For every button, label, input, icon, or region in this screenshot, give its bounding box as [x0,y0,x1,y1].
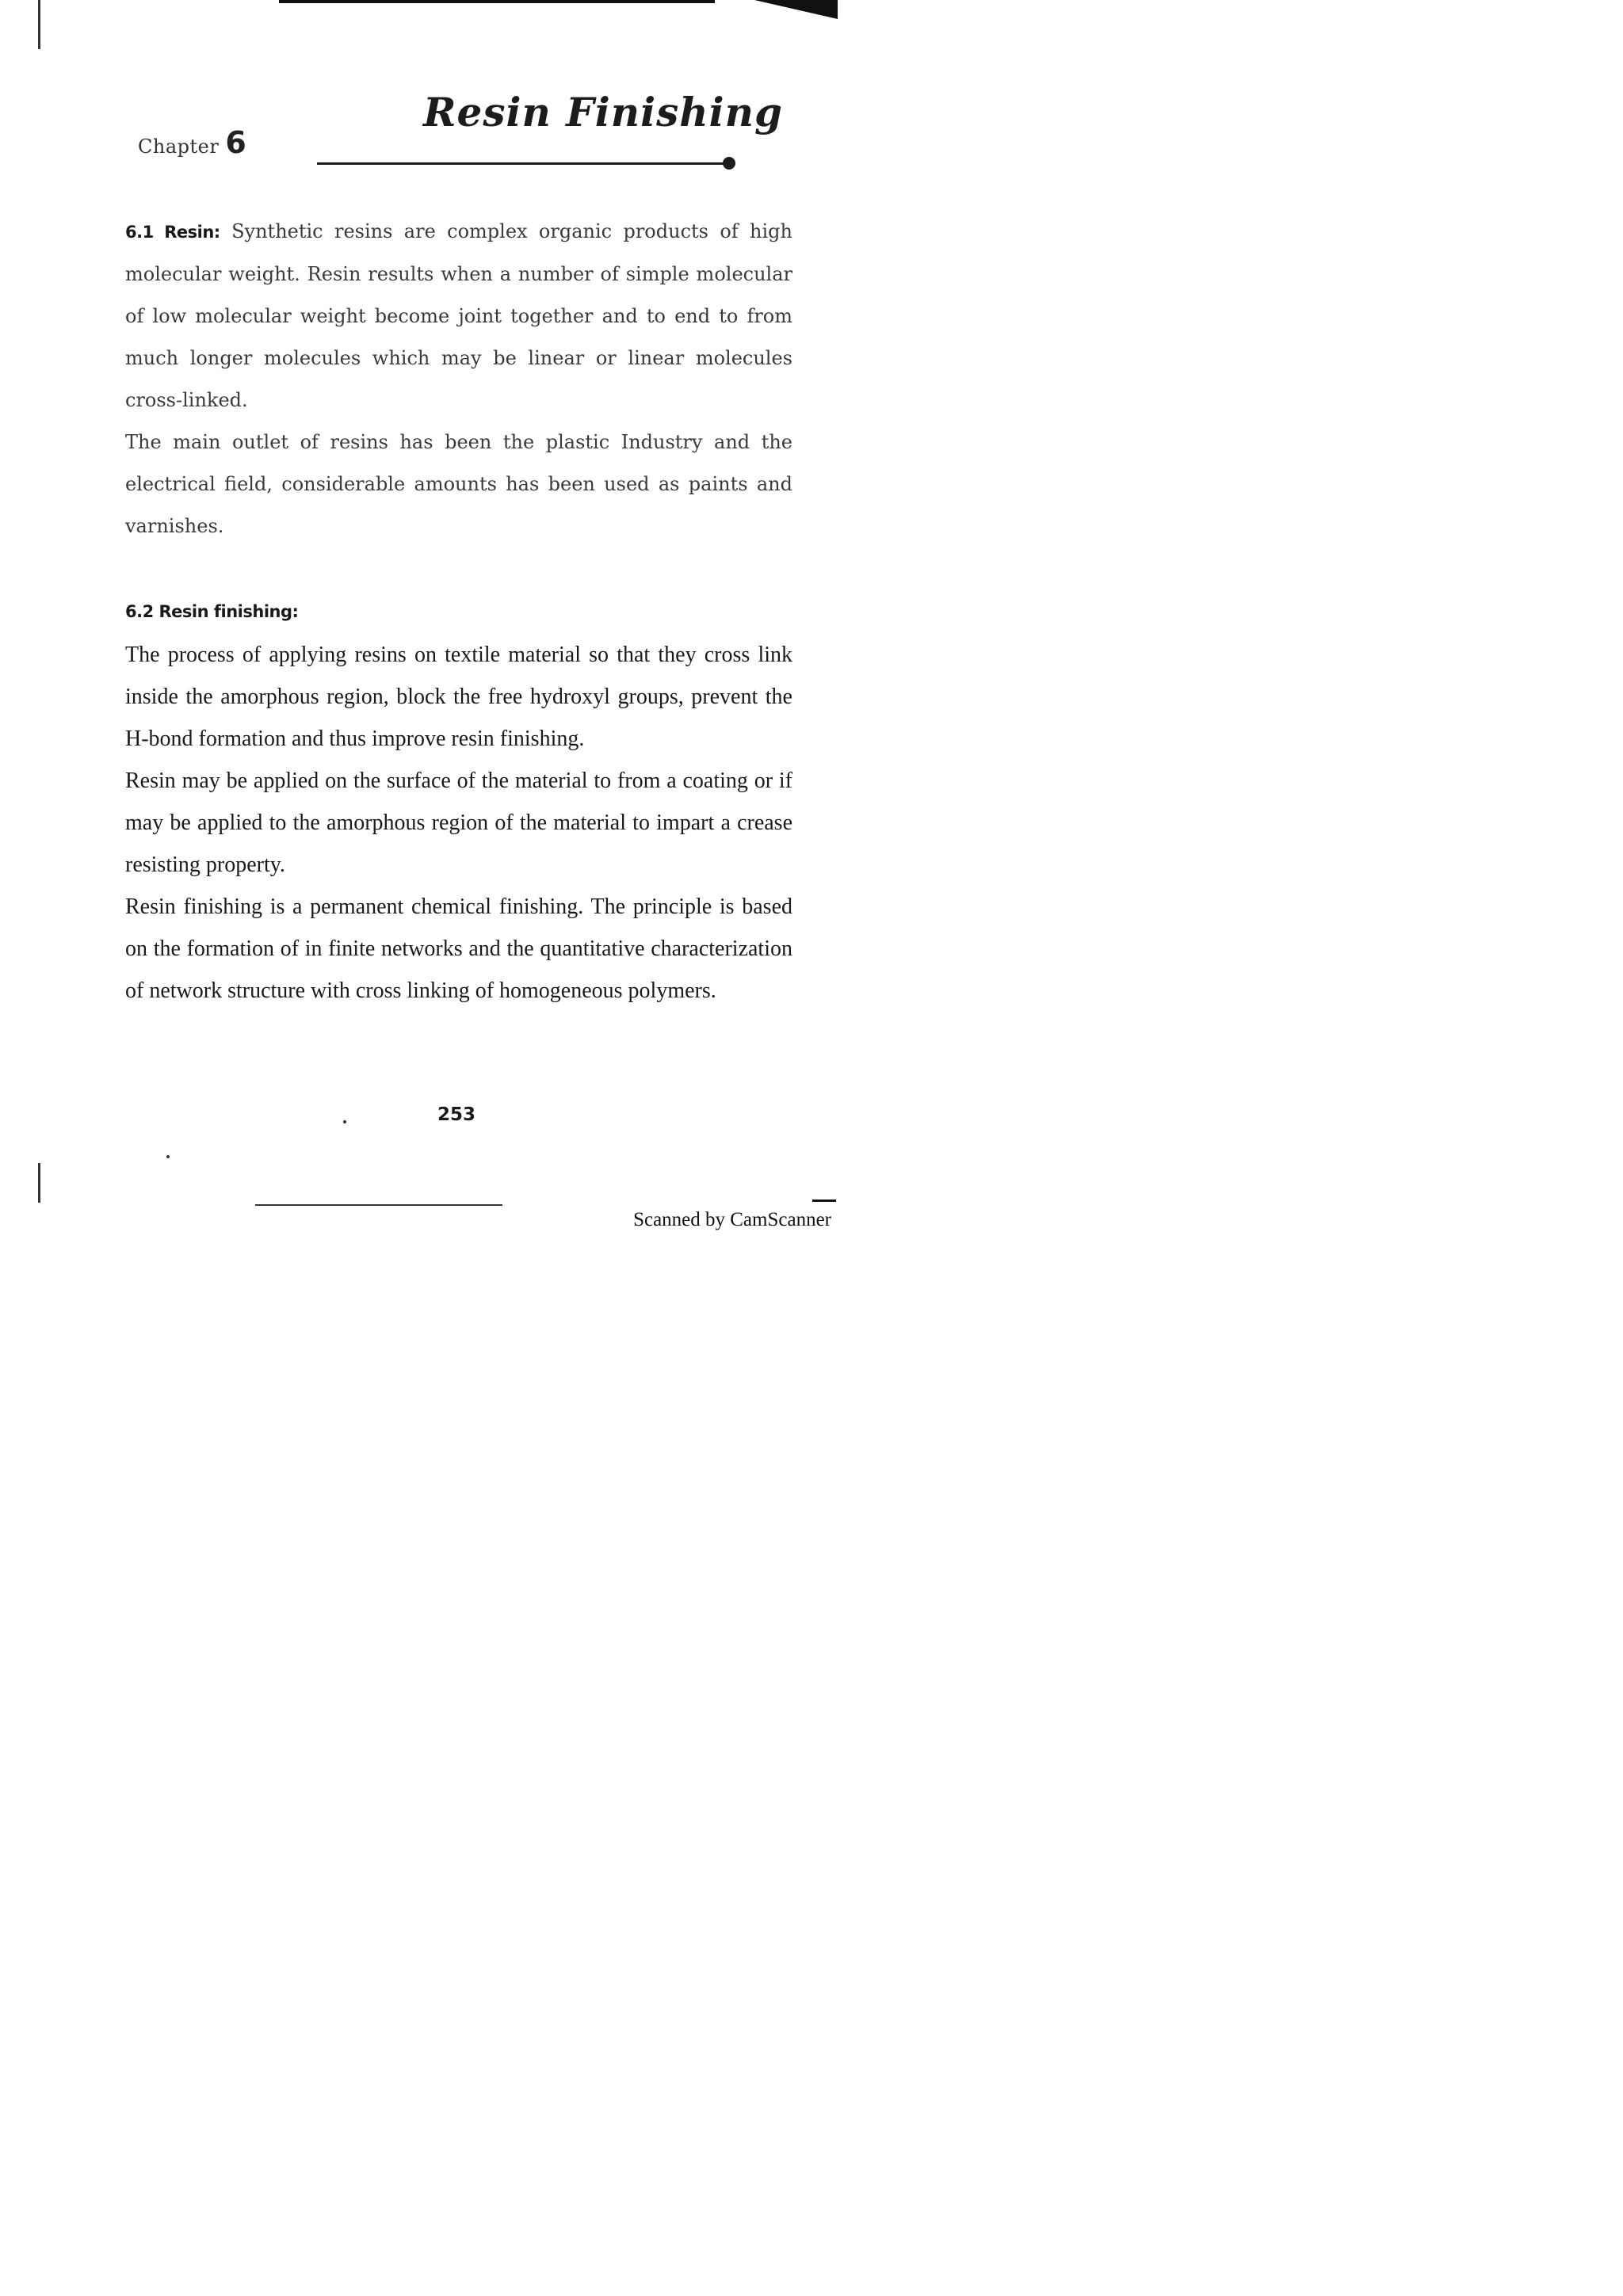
section-resin [125,211,792,547]
scan-edge-right-mark [812,1199,836,1202]
scan-speck [343,1120,346,1123]
section-heading: 6.1 Resin: [125,223,220,242]
scanned-page [0,0,874,1236]
chapter-label [138,125,246,160]
paragraph [125,211,792,421]
paragraph: Resin finishing is a permanent chemical finishing. The principle is based on the formation of in finite networks and the quantitative characterization of network structure with cross linking of homogeneous polymers. [125,894,792,1003]
scan-edge-left-top [38,0,40,49]
paragraph: The process of applying resins on textile material so that they cross link inside the amorphous region, block the free hydroxyl groups, prevent the H-bond formation and thus improve resin finishing. [125,643,792,751]
chapter-word: Chapter [138,135,220,158]
paragraph-text: Synthetic resins are complex organic products of high molecular weight. Resin results when a number of simple molecular of low molecular weight become joint together and to end to from much longer molecules which may be linear or linear molecules cross-linked. [125,220,792,411]
scan-corner-shadow [754,0,838,19]
page-number: 253 [437,1104,476,1125]
paragraph: Resin may be applied on the surface of the material to from a coating or if may be applied to the amorphous region of the material to impart a crease resisting property. [125,769,792,877]
scan-edge-top [279,0,715,3]
paragraph: The main outlet of resins has been the plastic Industry and the electrical field, considerable amounts has been used as paints and varnishes. [125,431,792,537]
scan-speck [166,1155,170,1158]
title-underline [317,162,731,165]
scan-edge-left-bottom [38,1163,40,1203]
chapter-number: 6 [225,125,246,160]
section-resin-finishing [125,634,792,1012]
section-heading: 6.2 Resin finishing: [125,602,299,621]
chapter-title: Resin Finishing [423,89,783,135]
scanner-watermark: Scanned by CamScanner [633,1209,831,1230]
title-underline-dot [723,157,735,170]
scan-edge-bottom [255,1204,502,1206]
